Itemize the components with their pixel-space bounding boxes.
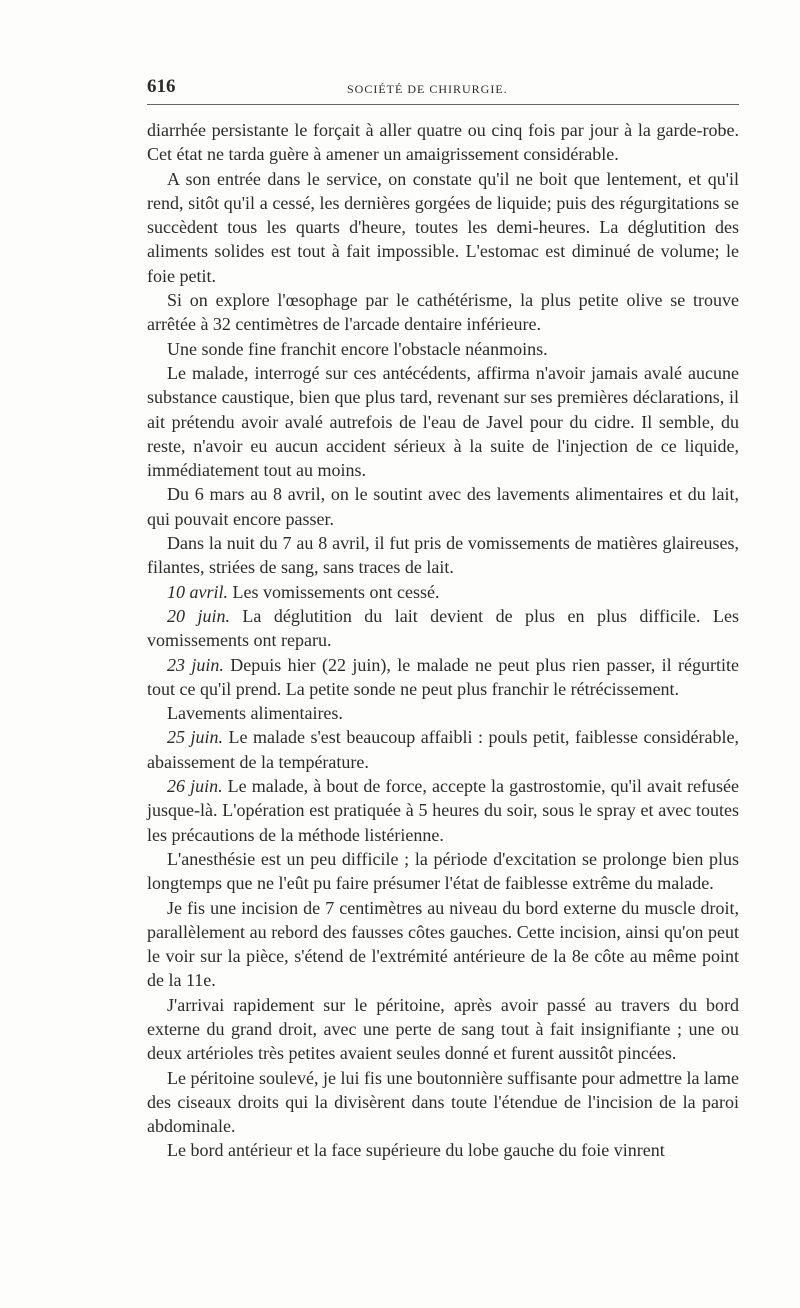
dated-paragraph: 26 juin. Le malade, à bout de force, accepte la gastrostomie, qu'il avait refusée jusque-là. L'opération est pratiquée à 5 heures du soir, sous le spray et avec toutes les précautions de la méthode listérienne. xyxy=(147,776,739,845)
entry-date: 23 juin. xyxy=(167,654,224,675)
dated-paragraph: 25 juin. Le malade s'est beaucoup affaibli : pouls petit, faiblesse considérable, abaissement de la température. xyxy=(147,727,739,772)
entry-date: 25 juin. xyxy=(167,727,224,748)
entry-date: 26 juin. xyxy=(167,776,223,797)
paragraph: Si on explore l'œsophage par le cathétérisme, la plus petite olive se trouve arrêtée à 32 centimètres de l'arcade dentaire inférieure. xyxy=(147,290,739,335)
paragraph: Dans la nuit du 7 au 8 avril, il fut pris de vomissements de matières glaireuses, filantes, striées de sang, sans traces de lait. xyxy=(147,533,739,578)
paragraph: Le malade, interrogé sur ces antécédents, affirma n'avoir jamais avalé aucune substance caustique, bien que plus tard, revenant sur ses premières déclarations, il ait prétendu avoir avalé autrefois de l'eau de Javel pour du cidre. Il semble, du reste, n'avoir eu aucun accident sérieux à la suite de l'injection de ce liquide, immédiatement tout au moins. xyxy=(147,362,739,481)
paragraph: Le péritoine soulevé, je lui fis une boutonnière suffisante pour admettre la lame des ciseaux droits qui la divisèrent dans toute l'étendue de l'incision de la paroi abdominale. xyxy=(147,1067,739,1137)
paragraph: diarrhée persistante le forçait à aller quatre ou cinq fois par jour à la garde-robe. Cet état ne tarda guère à amener un amaigrissement considérable. xyxy=(147,120,739,165)
running-title: SOCIÉTÉ DE CHIRURGIE. xyxy=(347,82,508,96)
paragraph: L'anesthésie est un peu difficile ; la période d'excitation se prolonge bien plus longtemps que ne l'eût pu faire présumer l'état de faiblesse extrême du malade. xyxy=(147,848,739,894)
dated-paragraph: 10 avril. Les vomissements ont cessé. xyxy=(167,581,440,602)
header-rule xyxy=(147,104,739,105)
entry-date: 10 avril. xyxy=(167,581,228,602)
paragraph: J'arrivai rapidement sur le péritoine, après avoir passé au travers du bord externe du grand droit, avec une perte de sang tout à fait insignifiante ; une ou deux artérioles très petites avaient seules donné et furent aussitôt pincées. xyxy=(147,994,739,1064)
paragraph: Je fis une incision de 7 centimètres au niveau du bord externe du muscle droit, parallèlement au rebord des fausses côtes gauches. Cette incision, ainsi qu'on peut le voir sur la pièce, s'étend de l'extrémité antérieure de la 8e côte au même point de la 11e. xyxy=(147,897,739,991)
paragraph: A son entrée dans le service, on constate qu'il ne boit que lentement, et qu'il rend, sitôt qu'il a cessé, les dernières gorgées de liquide; puis des régurgitations se succèdent tous les quarts d'heure, toutes les demi-heures. La déglutition des aliments solides est tout à fait impossible. L'estomac est diminué de volume; le foie petit. xyxy=(147,168,739,286)
page-header xyxy=(147,74,739,100)
paragraph: Une sonde fine franchit encore l'obstacle néanmoins. xyxy=(167,338,548,359)
body-text xyxy=(147,118,739,1163)
paragraph: Le bord antérieur et la face supérieure du lobe gauche du foie vinrent xyxy=(167,1140,665,1161)
paragraph: Lavements alimentaires. xyxy=(167,703,343,724)
entry-date: 20 juin. xyxy=(167,605,230,626)
dated-paragraph: 23 juin. Depuis hier (22 juin), le malade ne peut plus rien passer, il régurtite tout ce qu'il prend. La petite sonde ne peut plus franchir le rétrécissement. xyxy=(147,654,739,699)
dated-paragraph: 20 juin. La déglutition du lait devient de plus en plus difficile. Les vomissements ont reparu. xyxy=(147,605,739,651)
page-number: 616 xyxy=(147,76,176,97)
paragraph: Du 6 mars au 8 avril, on le soutint avec des lavements alimentaires et du lait, qui pouvait encore passer. xyxy=(147,484,739,529)
